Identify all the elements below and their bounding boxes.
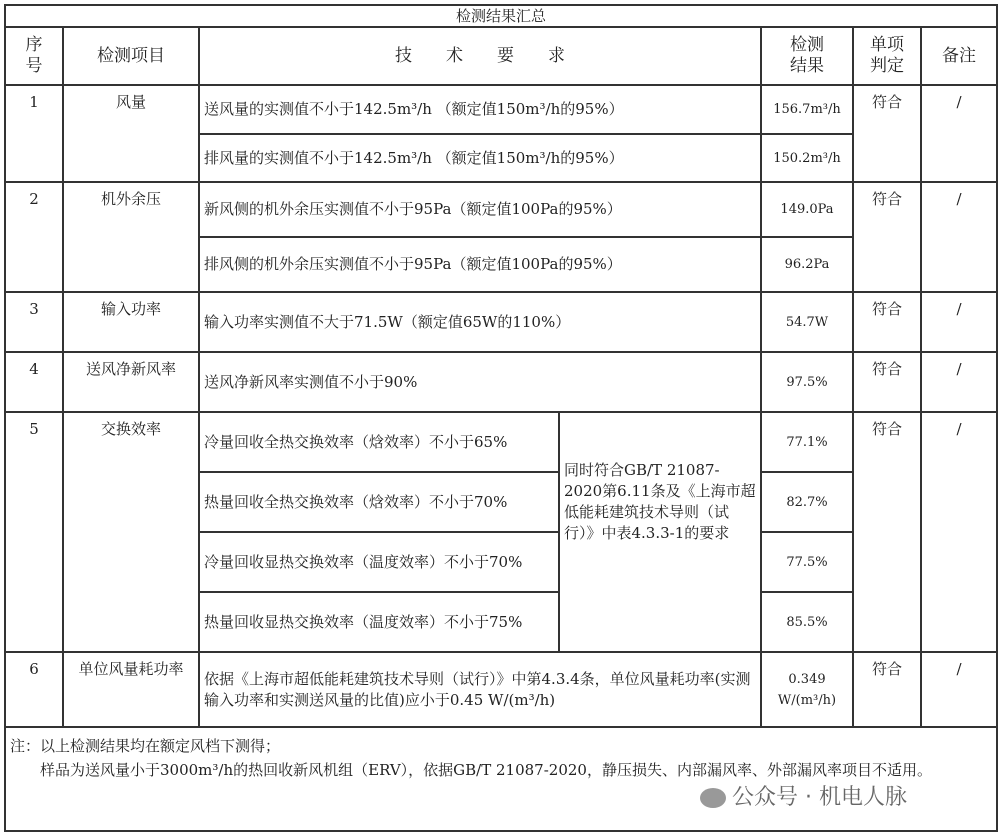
requirement: 热量回收显热交换效率（温度效率）不小于75%	[199, 592, 559, 652]
judgement: 符合	[853, 412, 921, 652]
header-item: 检测项目	[63, 27, 199, 85]
row-no: 3	[5, 292, 63, 352]
wechat-icon	[700, 788, 726, 808]
row-no: 1	[5, 85, 63, 182]
header-judge: 单项 判定	[853, 27, 921, 85]
requirement: 冷量回收全热交换效率（焓效率）不小于65%	[199, 412, 559, 472]
requirement: 排风侧的机外余压实测值不小于95Pa（额定值100Pa的95%）	[199, 237, 761, 292]
row-no: 6	[5, 652, 63, 727]
note-line-1: 注：以上检测结果均在额定风档下测得；	[10, 737, 281, 755]
requirement: 送风量的实测值不小于142.5m³/h （额定值150m³/h的95%）	[199, 85, 761, 134]
row-no: 5	[5, 412, 63, 652]
remark: /	[921, 292, 997, 352]
result: 82.7%	[761, 472, 853, 532]
remark: /	[921, 412, 997, 652]
result: 97.5%	[761, 352, 853, 412]
judgement: 符合	[853, 85, 921, 182]
requirement: 排风量的实测值不小于142.5m³/h （额定值150m³/h的95%）	[199, 134, 761, 182]
result: 85.5%	[761, 592, 853, 652]
result: 149.0Pa	[761, 182, 853, 237]
row-no: 2	[5, 182, 63, 292]
watermark-text: 公众号 · 机电人脉	[732, 785, 907, 810]
note-line-2: 样品为送风量小于3000m³/h的热回收新风机组（ERV），依据GB/T 21087-2020，静压损失、内部漏风率、外部漏风率项目不适用。	[10, 761, 932, 779]
judgement: 符合	[853, 352, 921, 412]
remark: /	[921, 652, 997, 727]
remark: /	[921, 85, 997, 182]
requirement: 输入功率实测值不大于71.5W（额定值65W的110%）	[199, 292, 761, 352]
results-table	[4, 4, 998, 832]
header-result: 检测 结果	[761, 27, 853, 85]
requirement: 新风侧的机外余压实测值不小于95Pa（额定值100Pa的95%）	[199, 182, 761, 237]
row-item: 送风净新风率	[63, 352, 199, 412]
header-requirement: 技 术 要 求	[199, 27, 761, 85]
note	[5, 727, 997, 831]
judgement: 符合	[853, 652, 921, 727]
table-row	[5, 412, 997, 472]
requirement: 冷量回收显热交换效率（温度效率）不小于70%	[199, 532, 559, 592]
table-row	[5, 85, 997, 134]
header-remark: 备注	[921, 27, 997, 85]
judgement: 符合	[853, 182, 921, 292]
table-row	[5, 352, 997, 412]
requirement: 依据《上海市超低能耗建筑技术导则（试行）》中第4.3.4条，单位风量耗功率(实测输入功率和实测送风量的比值)应小于0.45 W/(m³/h)	[199, 652, 761, 727]
row-item: 单位风量耗功率	[63, 652, 199, 727]
table-row	[5, 652, 997, 727]
table-row	[5, 182, 997, 237]
requirement: 热量回收全热交换效率（焓效率）不小于70%	[199, 472, 559, 532]
result: 54.7W	[761, 292, 853, 352]
row-no: 4	[5, 352, 63, 412]
row-item: 机外余压	[63, 182, 199, 292]
header-no: 序 号	[5, 27, 63, 85]
result: 0.349 W/(m³/h)	[761, 652, 853, 727]
result: 77.1%	[761, 412, 853, 472]
shared-requirement: 同时符合GB/T 21087-2020第6.11条及《上海市超低能耗建筑技术导则（试行）》中表4.3.3-1的要求	[559, 412, 761, 652]
requirement: 送风净新风率实测值不小于90%	[199, 352, 761, 412]
table-title: 检测结果汇总	[5, 5, 997, 27]
result: 96.2Pa	[761, 237, 853, 292]
remark: /	[921, 352, 997, 412]
row-item: 风量	[63, 85, 199, 182]
watermark	[700, 780, 907, 811]
row-item: 交换效率	[63, 412, 199, 652]
result: 150.2m³/h	[761, 134, 853, 182]
remark: /	[921, 182, 997, 292]
result: 156.7m³/h	[761, 85, 853, 134]
table-row	[5, 292, 997, 352]
judgement: 符合	[853, 292, 921, 352]
row-item: 输入功率	[63, 292, 199, 352]
result: 77.5%	[761, 532, 853, 592]
